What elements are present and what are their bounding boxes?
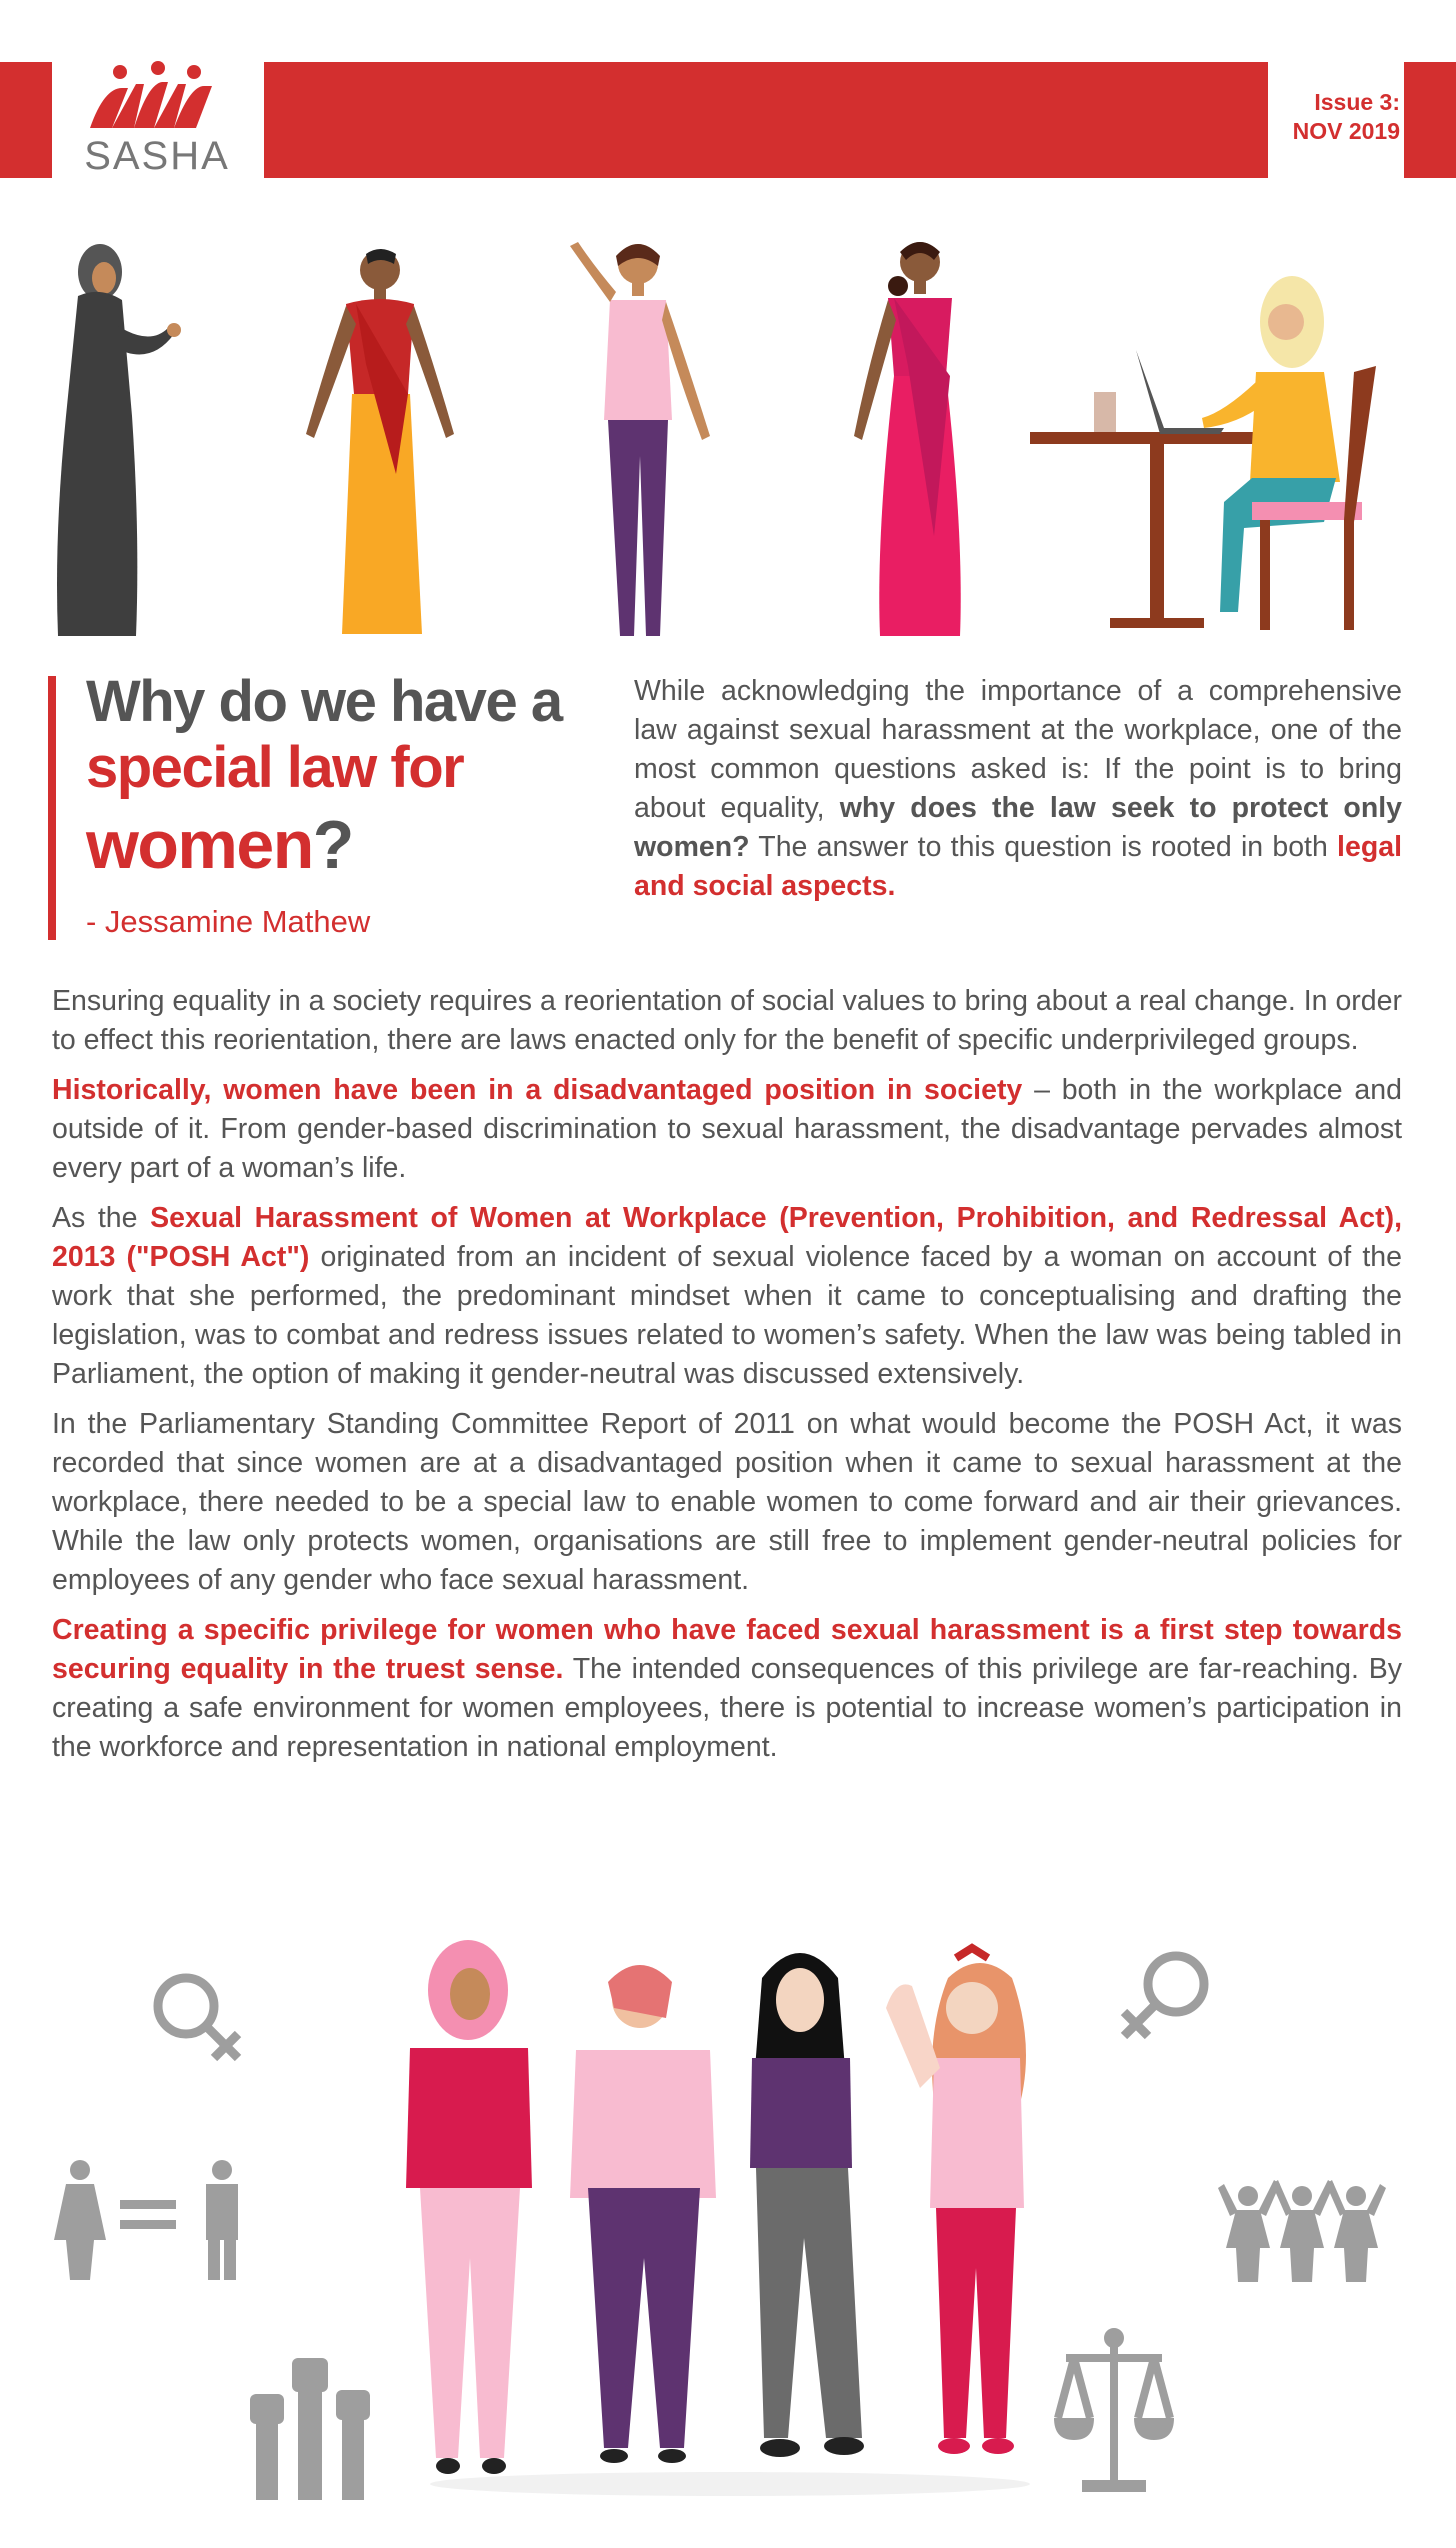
- raised-fists-icon: [246, 2354, 376, 2500]
- article-title-word: women: [86, 807, 313, 883]
- female-symbol-icon: [142, 1966, 252, 2076]
- issue-label: [1270, 88, 1400, 146]
- article-title-line1: Why do we have a: [86, 669, 562, 734]
- female-symbol-icon-right: [1110, 1944, 1220, 2054]
- paragraph-5-text: The intended consequences of this privilege are far-reaching. By creating a safe environment for women employees, there is potential to increase women’s participation in the workforce and representation in national employment.: [52, 1653, 1403, 1763]
- woman-saree-yellow-illustration: [296, 244, 466, 646]
- paragraph-5: [52, 1611, 1402, 1767]
- header-bar-right: [1404, 62, 1456, 178]
- paragraph-4: In the Parliamentary Standing Committee Report of 2011 on what would become the POSH Act, it was recorded that since women are at a disadvantaged position when it came to sexual harassment at the workplace, there needed to be a special law to enable women to come forward and air their grievances. While the law only protects women, organisations are still free to implement gender-neutral policies for employees of any gender who face sexual harassment.: [52, 1408, 1402, 1596]
- paragraph-3-start: As the: [52, 1202, 151, 1234]
- intro-paragraph: [634, 672, 1402, 906]
- equality-icon: [50, 2160, 260, 2282]
- paragraph-1: Ensuring equality in a society requires a reorientation of social values to bring about a real change. In order to effect this reorientation, there are laws enacted only for the benefit of specific underprivileged groups.: [52, 985, 1402, 1056]
- woman-abaya-illustration: [40, 236, 190, 646]
- intro-text-2: The answer to this question is rooted in both: [749, 831, 1338, 863]
- paragraph-2-text: – both in the workplace and outside of it. From gender-based discrimination to sexual harassment, the disadvantage pervades almost every part of a woman’s life.: [52, 1074, 1402, 1184]
- header-bar: [264, 62, 1268, 178]
- paragraph-5-highlight: Creating a specific privilege for women who have faced sexual harassment is a first step towards securing equality in the truest sense.: [52, 1614, 1402, 1685]
- paragraph-2: [52, 1071, 1402, 1188]
- issue-date: NOV 2019: [1292, 118, 1400, 144]
- woman-pink-top-illustration: [554, 236, 724, 646]
- woman-laptop-desk-illustration: [1024, 262, 1414, 646]
- group-of-women-illustration: [400, 1938, 1060, 2498]
- women-group-icon: [1218, 2176, 1388, 2284]
- logo-text: SASHA: [84, 134, 230, 178]
- article-title-line2: special law for: [86, 735, 464, 800]
- intro-highlight: legal and social aspects.: [634, 831, 1402, 902]
- intro-text-1: While acknowledging the importance of a comprehensive law against sexual harassment at the workplace, one of the most common questions asked is: If the point is to bring about equality,: [634, 675, 1402, 824]
- article-title-question-mark: ?: [312, 807, 353, 883]
- intro-bold: why does the law seek to protect only women?: [634, 792, 1402, 863]
- article-body: [52, 982, 1402, 1778]
- article-author: - Jessamine Mathew: [86, 904, 371, 939]
- paragraph-3-highlight: Sexual Harassment of Women at Workplace (Prevention, Prohibition, and Redressal Act), 2013 ("POSH Act"): [52, 1202, 1402, 1273]
- paragraph-2-highlight: Historically, women have been in a disadvantaged position in society: [52, 1074, 1023, 1106]
- paragraph-3-text: originated from an incident of sexual violence faced by a woman on account of the work that she performed, the predominant mindset when it came to conceptualising and drafting the legislation, was to combat and redress issues related to women’s safety. When the law was being tabled in Parliament, the option of making it gender-neutral was discussed extensively.: [52, 1241, 1402, 1390]
- woman-saree-pink-illustration: [834, 236, 1004, 646]
- title-accent-bar: [48, 676, 56, 940]
- paragraph-3: [52, 1199, 1402, 1394]
- header-bar-left: [0, 62, 52, 178]
- scales-of-justice-icon: [1052, 2328, 1176, 2498]
- issue-number: Issue 3:: [1314, 89, 1400, 115]
- article-title-line3: [86, 806, 353, 884]
